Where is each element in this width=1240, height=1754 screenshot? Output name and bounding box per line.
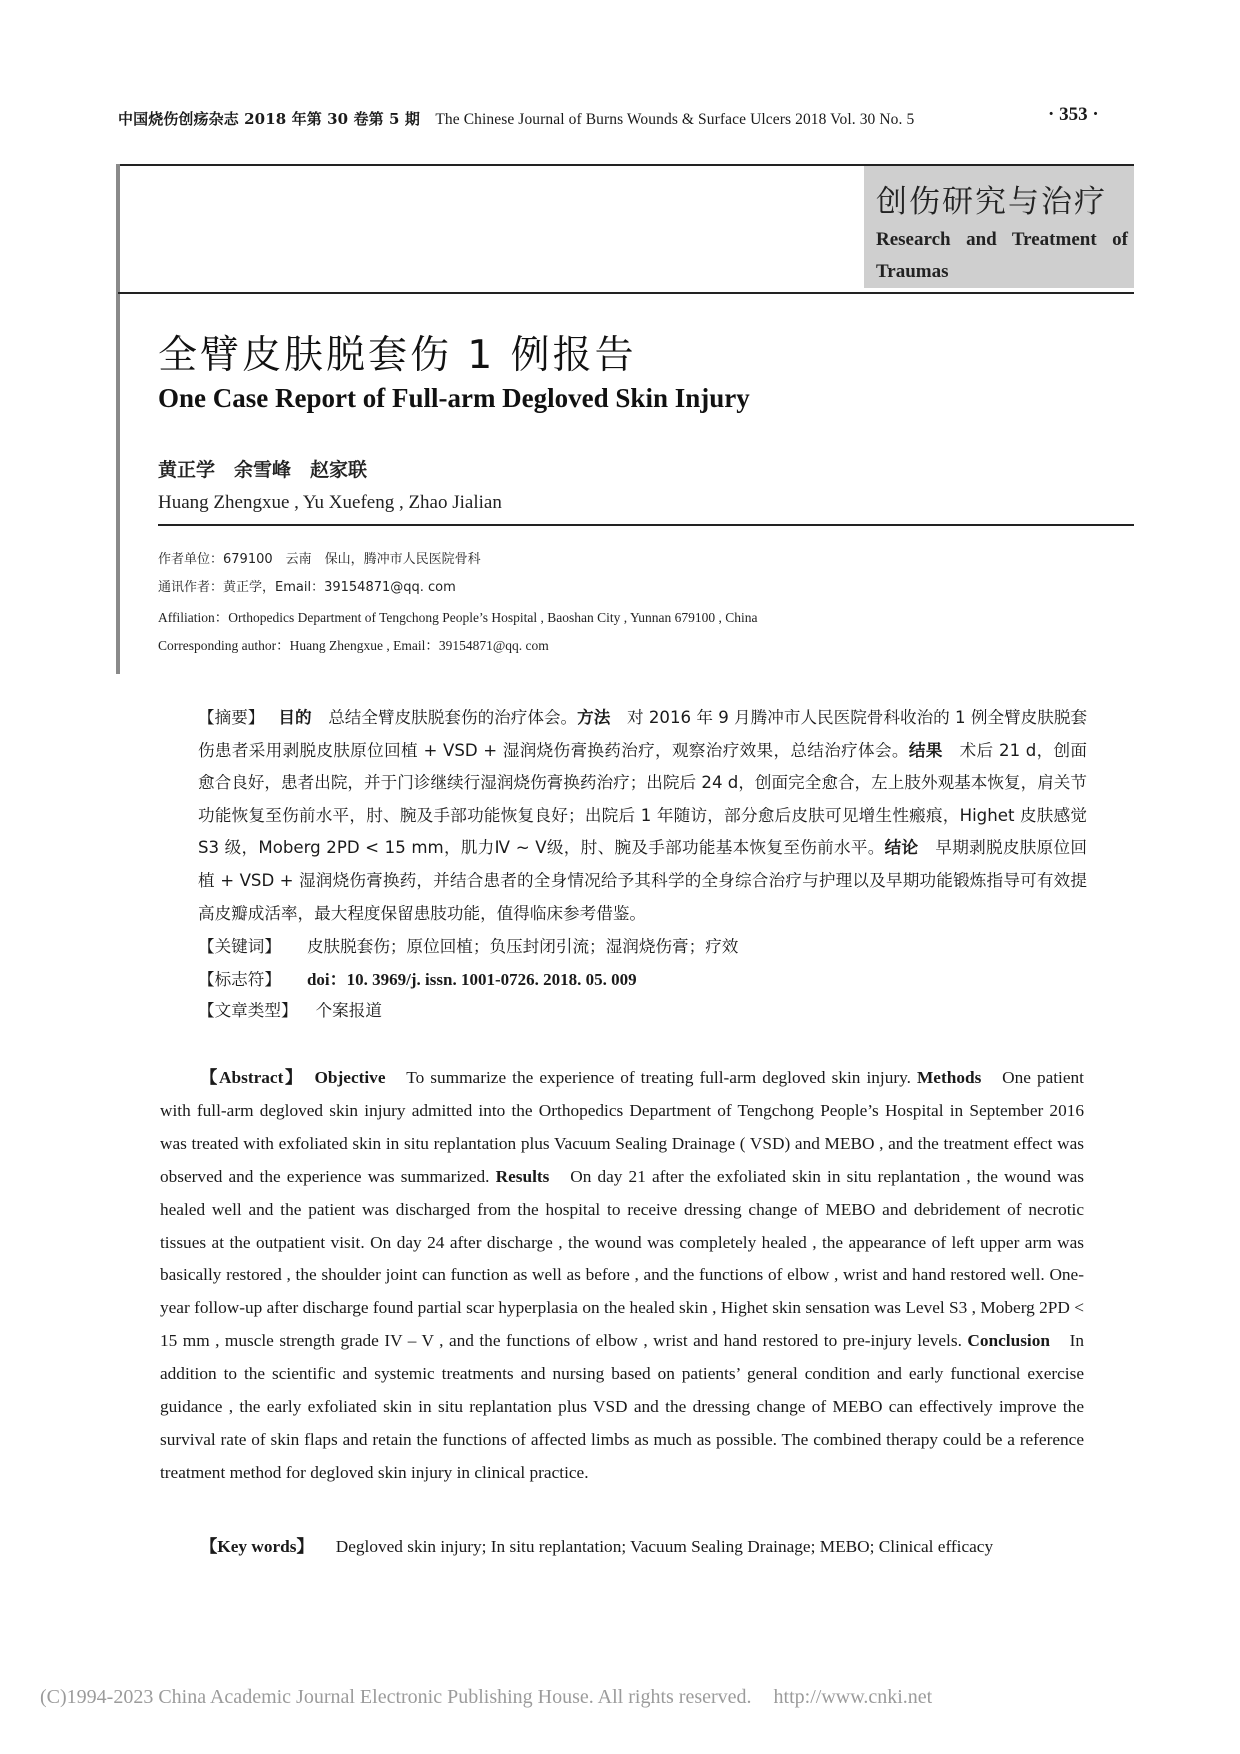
keywords-zh (198, 933, 738, 957)
column-title-zh: 创伤研究与治疗 (876, 184, 1107, 220)
authors-zh: 黄正学 余雪峰 赵家联 (158, 459, 368, 481)
abstract-zh-methods: 对 2016 年 9 月腾冲市人民医院骨科收治的 1 例全臂皮肤脱套伤患者采用剥脱皮肤原位回植 + VSD + 湿润烧伤膏换药治疗，观察治疗效果，总结治疗体会。 (198, 708, 1088, 760)
authors-rule (158, 524, 1134, 526)
left-margin-rule (116, 164, 120, 674)
doi-value: doi：10. 3969/j. issn. 1001-0726. 2018. 05. 009 (306, 970, 637, 989)
abstract-en-methods-label: Methods (917, 1068, 982, 1087)
abstract-en (160, 1062, 1084, 1490)
abstract-en-results-label: Results (495, 1166, 550, 1186)
abstract-zh-objective-label: 目的 (278, 708, 312, 727)
article-type-line (198, 997, 382, 1021)
author-unit-value: 679100 云南 保山，腾冲市人民医院骨科 (223, 552, 481, 567)
running-header (118, 108, 938, 129)
page-number: · 353 · (1048, 104, 1099, 125)
cnki-url: http://www.cnki.net (773, 1686, 933, 1708)
abstract-en-label: 【Abstract】 (200, 1068, 296, 1087)
abstract-zh-label: 【摘要】 (198, 708, 265, 727)
author-unit-label: 作者单位： (158, 552, 224, 567)
doi-label: 【标志符】 (198, 970, 281, 989)
corresponding-label: 通讯作者： (158, 580, 224, 595)
abstract-zh-conclusion: 早期剥脱皮肤原位回植 + VSD + 湿润烧伤膏换药，并结合患者的全身情况给予其科学的全身综合治疗与护理以及早期功能锻炼指导可有效提高皮瓣成活率，最大程度保留患肢功能，值得临床参考借鉴。 (198, 838, 1088, 923)
author-unit (158, 548, 481, 567)
doi-line (198, 965, 637, 990)
abstract-en-objective: To summarize the experience of treating full-arm degloved skin injury. (406, 1068, 911, 1087)
copyright-footer (40, 1686, 932, 1709)
abstract-en-conclusion-label: Conclusion (967, 1331, 1050, 1351)
copyright-text: (C)1994-2023 China Academic Journal Electronic Publishing House. All rights reserved. (40, 1686, 752, 1708)
abstract-en-methods: One patient with full-arm degloved skin injury admitted into the Orthopedics Department of Tengchong People’s Hospital in September 2016 was treated with exfoliated skin in situ replantation plus Vacuum Sealing Drainage ( VSD) and MEBO , and the treatment effect was observed and the experience was summarized. (160, 1068, 1084, 1186)
article-title-zh: 全臂皮肤脱套伤 1 例报告 (158, 333, 637, 378)
corresponding-author-en: Corresponding author：Huang Zhengxue , Email：39154871@qq. com (158, 638, 549, 653)
abstract-en-objective-label: Objective (314, 1068, 386, 1087)
keywords-zh-label: 【关键词】 (198, 937, 281, 956)
corresponding-value: 黄正学，Email：39154871@qq. com (223, 580, 456, 595)
abstract-zh (198, 702, 1087, 930)
keywords-en-value: Degloved skin injury; In situ replantation; Vacuum Sealing Drainage; MEBO; Clinical efficacy (335, 1537, 994, 1556)
authors-en: Huang Zhengxue , Yu Xuefeng , Zhao Jialian (158, 492, 502, 513)
keywords-en (200, 1532, 993, 1557)
affiliation-en: Affiliation：Orthopedics Department of Tengchong People’s Hospital , Baoshan City , Yunnan 679100 , China (158, 610, 758, 625)
abstract-zh-results: 术后 21 d，创面愈合良好，患者出院，并于门诊继续行湿润烧伤膏换药治疗；出院后 24 d，创面完全愈合，左上肢外观基本恢复，肩关节功能恢复至伤前水平，肘、腕及手部功能恢复良好；出院后 1 年随访，部分愈后皮肤可见增生性瘢痕，Highet 皮肤感觉 S3 级，Moberg 2PD < 15 mm，肌力Ⅳ ~ Ⅴ级，肘、腕及手部功能基本恢复至伤前水平。 (198, 740, 1088, 858)
column-title-en: Research and Treatment of Traumas (876, 229, 1128, 282)
keywords-zh-value: 皮肤脱套伤；原位回植；负压封闭引流；湿润烧伤膏；疗效 (306, 937, 739, 956)
corresponding-author-zh (158, 576, 456, 595)
abstract-zh-methods-label: 方法 (577, 708, 611, 727)
abstract-en-conclusion: In addition to the scientific and systemic treatments and nursing based on patients’ general condition and early functional exercise guidance , the early exfoliated skin in situ replantation plus VSD and the dressing change of MEBO can effectively improve the survival rate of skin flaps and retain the functions of affected limbs as much as possible. The combined therapy could be a reference treatment method for degloved skin injury in clinical practice. (160, 1331, 1084, 1482)
title-rule (118, 292, 1134, 294)
journal-name-en: The Chinese Journal of Burns Wounds & Surface Ulcers 2018 Vol. 30 No. 5 (435, 111, 915, 128)
abstract-en-results: On day 21 after the exfoliated skin in situ replantation , the wound was healed well and the patient was discharged from the hospital to receive dressing change of MEBO and debridement of necrotic tissues at the outpatient visit. On day 24 after discharge , the wound was completely healed , the appearance of left upper arm was basically restored , the shoulder joint can function as well as before , and the functions of elbow , wrist and hand restored well. One-year follow-up after discharge found partial scar hyperplasia on the healed skin , Highet skin sensation was Level S3 , Moberg 2PD < 15 mm , muscle strength grade IV – V , and the functions of elbow , wrist and hand restored to pre-injury levels. (160, 1166, 1085, 1351)
article-title-en: One Case Report of Full-arm Degloved Skin Injury (158, 383, 750, 413)
abstract-zh-conclusion-label: 结论 (884, 838, 919, 858)
article-type-value: 个案报道 (315, 1001, 382, 1020)
abstract-zh-objective: 总结全臂皮肤脱套伤的治疗体会。 (328, 708, 578, 727)
keywords-en-label: 【Key words】 (200, 1537, 314, 1556)
abstract-zh-results-label: 结果 (908, 740, 943, 760)
article-type-label: 【文章类型】 (198, 1001, 298, 1020)
journal-name-zh: 中国烧伤创疡杂志 2018 年第 30 卷第 5 期 (118, 110, 420, 128)
